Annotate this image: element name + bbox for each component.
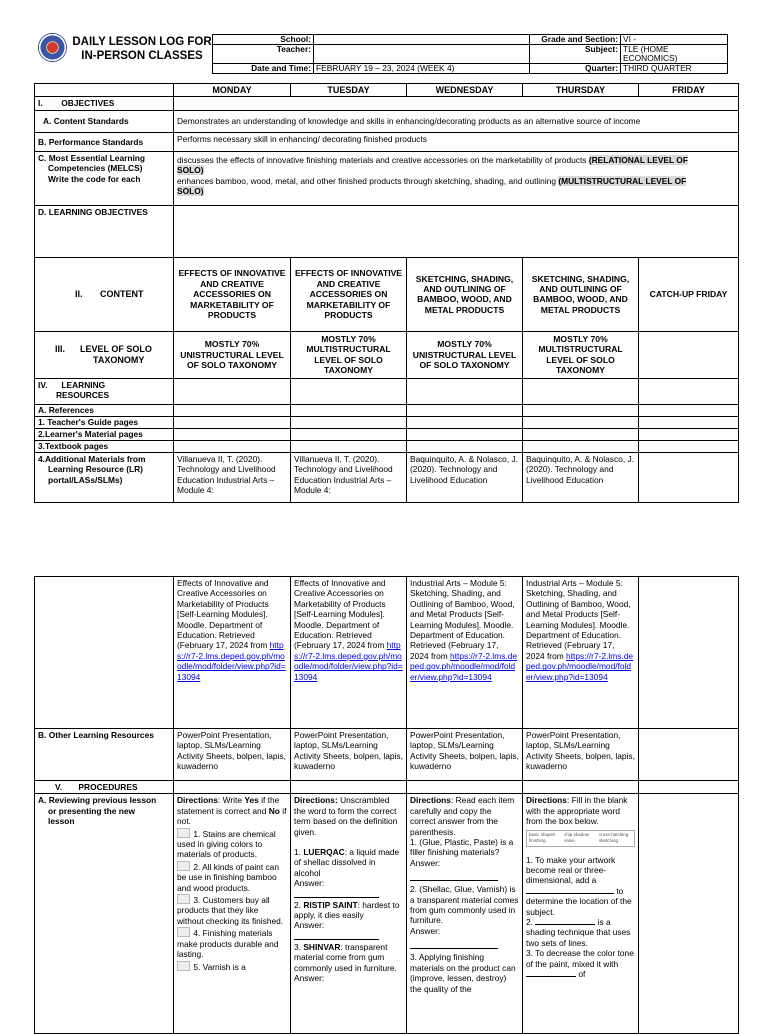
thursday-item-1 [526, 855, 635, 917]
thursday-item-2-b: is a shading technique that uses two sets of lines. [526, 917, 631, 948]
monday-no: No [268, 805, 280, 816]
procedures-label: V. PROCEDURES [35, 781, 174, 794]
content-standards-label: A. Content Standards [35, 110, 174, 132]
tuesday-item [294, 900, 403, 940]
monday-directions [177, 795, 287, 826]
monday-item-text: 5. Varnish is a [193, 961, 246, 972]
word-box-item: finishing [529, 838, 546, 844]
solo-label-line-1: III. LEVEL OF SOLO [55, 344, 152, 355]
review-wednesday [407, 794, 523, 1034]
directions-label: Directions [526, 795, 567, 806]
tuesday-item [294, 942, 403, 984]
thursday-item-3-a: 3. To decrease the color tone of the paint, mixed it with [526, 948, 634, 969]
solo-monday: MOSTLY 70% UNISTRUCTURAL LEVEL OF SOLO TAXONOMY [174, 331, 291, 378]
cell [291, 428, 407, 440]
header-info-table [212, 34, 728, 74]
answer-box[interactable] [177, 861, 190, 871]
day-tuesday: TUESDAY [291, 84, 407, 97]
wednesday-directions [410, 795, 519, 837]
additional-label-cont [35, 577, 174, 729]
quarter-value: THIRD QUARTER [621, 64, 728, 74]
cell [174, 378, 291, 404]
monday-intro-c: if not. [177, 805, 287, 827]
date-label: Date and Time: [213, 64, 314, 74]
learning-resources-label [35, 378, 174, 404]
scrambled-word: LUERQAC [303, 847, 345, 858]
cell [407, 428, 523, 440]
directions-label: Directions: [294, 795, 338, 806]
monday-item [177, 894, 287, 926]
melcs-1-text: discusses the effects of innovative finishing materials and creative accessories on the marketability of products [177, 154, 587, 165]
additional-monday-text: Effects of Innovative and Creative Accessories on Marketability of Products [Self-Learning Modules]. Moodle. Department of Education. Retrieved (February 17, 2024 from [177, 578, 269, 651]
directions-label: Directions [410, 795, 451, 806]
deped-seal-logo [38, 33, 67, 62]
cell [291, 404, 407, 416]
cell [407, 781, 523, 794]
item-number: 2. [294, 899, 304, 910]
melcs-1 [177, 155, 735, 176]
cell [639, 378, 739, 404]
moodle-link[interactable]: https://r7-2.lms.deped.gov.ph/moodle/mod/folder/view.php?id=13094 [410, 650, 518, 682]
review-label-line-3: lesson [48, 816, 75, 827]
thursday-item-3 [526, 948, 635, 979]
scrambled-word: RISTIP SAINT [303, 899, 358, 910]
scrambled-word: SHINVAR [303, 941, 341, 952]
melcs-2-text: enhances bamboo, wood, metal, and other finished products through sketching, shading, and outlining [177, 175, 556, 186]
cell [523, 404, 639, 416]
additional-thursday-text: Industrial Arts – Module 5: Sketching, Shading, and Outlining of Bamboo, Wood, and Metal Products [Self-Learning Modules]. Moodle. Department of Education. Retrieved (February 17, 2024 from [526, 578, 631, 661]
additional-thursday-p1: Baquinquito, A. & Nolasco, J. (2020). Technology and Livelihood Education [523, 452, 639, 502]
word-box-item: value [564, 838, 575, 844]
tuesday-item [294, 847, 403, 898]
review-thursday [523, 794, 639, 1034]
learning-objectives-cell [174, 205, 739, 257]
additional-monday-p1: Villanueva II, T. (2020). Technology and Livelihood Education Industrial Arts – Module 4: [174, 452, 291, 502]
other-resources-thursday: PowerPoint Presentation, laptop, SLMs/Learning Activity Sheets, bolpen, lapis, kuwaderno [523, 729, 639, 781]
monday-item [177, 861, 287, 893]
cell [174, 416, 291, 428]
melcs-label-line-2: Competencies (MELCS) [48, 163, 143, 174]
additional-thursday-p2 [523, 577, 639, 729]
fill-blank[interactable] [535, 917, 595, 925]
directions-label: Directions [177, 795, 218, 806]
cell [407, 440, 523, 452]
date-value: FEBRUARY 19 – 23, 2024 (WEEK 4) [314, 64, 530, 74]
cell [174, 404, 291, 416]
wednesday-item-3: 3. Applying finishing materials on the product can (improve, lessen, destroy) the quality of the [410, 952, 516, 994]
day-monday: MONDAY [174, 84, 291, 97]
day-thursday: THURSDAY [523, 84, 639, 97]
cell [523, 416, 639, 428]
additional-friday-p2 [639, 577, 739, 729]
grade-value: VI - [621, 35, 728, 45]
solo-tuesday: MOSTLY 70% MULTISTRUCTURAL LEVEL OF SOLO TAXONOMY [291, 331, 407, 378]
cell [291, 378, 407, 404]
content-friday: CATCH-UP FRIDAY [639, 257, 739, 331]
monday-item [177, 961, 287, 972]
content-tuesday: EFFECTS OF INNOVATIVE AND CREATIVE ACCESSORIES ON MARKETABILITY OF PRODUCTS [291, 257, 407, 331]
answer-box[interactable] [177, 828, 190, 838]
cell [291, 781, 407, 794]
wednesday-item-2: 2. (Shellac, Glue, Varnish) is a transparent material comes from gum commonly used in furniture. [410, 884, 519, 926]
teacher-value [314, 45, 530, 64]
review-label-line-2: or presenting the new [48, 805, 136, 816]
day-wednesday: WEDNESDAY [407, 84, 523, 97]
learners-material-label: 2.Learner's Material pages [35, 428, 174, 440]
other-resources-label: B. Other Learning Resources [35, 729, 174, 781]
content-wednesday: SKETCHING, SHADING, AND OUTLINING OF BAMBOO, WOOD, AND METAL PRODUCTS [407, 257, 523, 331]
fill-blank[interactable] [526, 969, 576, 977]
thursday-item-1-a: 1. To make your artwork become real or three-dimensional, add a [526, 854, 616, 886]
additional-wednesday-text: Industrial Arts – Module 5: Sketching, Shading, and Outlining of Bamboo, Wood, and Metal Products [Self-Learning Modules]. Moodle. Department of Education. Retrieved (February 17, 2024 from [410, 578, 515, 661]
other-resources-tuesday: PowerPoint Presentation, laptop, SLMs/Learning Activity Sheets, bolpen, lapis, kuwaderno [291, 729, 407, 781]
textbook-label: 3.Textbook pages [35, 440, 174, 452]
thursday-item-1-b: to determine the location of the subject. [526, 885, 632, 917]
cell [407, 378, 523, 404]
cell [407, 416, 523, 428]
cell [523, 440, 639, 452]
wednesday-intro: : Read each item carefully and copy the correct answer from the parenthesis. [410, 795, 515, 837]
review-tuesday [291, 794, 407, 1034]
learning-objectives-label: D. LEARNING OBJECTIVES [35, 205, 174, 257]
thursday-item-2-a: 2. [526, 917, 536, 928]
answer-label: Answer: [294, 878, 325, 889]
cell [639, 404, 739, 416]
cell [639, 781, 739, 794]
melcs-2-level-cont: SOLO) [177, 186, 204, 197]
word-box-item: sketching [599, 838, 619, 844]
grade-label: Grade and Section: [530, 35, 621, 45]
performance-standards: Performs necessary skill in enhancing/ decorating finished products [174, 132, 739, 151]
wednesday-item-1: 1. (Glue, Plastic, Paste) is a filler finishing materials? [410, 837, 514, 858]
cell [639, 428, 739, 440]
thursday-item-2 [526, 917, 635, 948]
cell [407, 404, 523, 416]
references-label: A. References [35, 404, 174, 416]
answer-line[interactable] [410, 868, 498, 881]
melcs-2-level: (MULTISTRUCTURAL LEVEL OF [558, 175, 687, 186]
word-box-item: basic shapes [529, 831, 556, 837]
additional-tuesday-p2 [291, 577, 407, 729]
melcs-content [174, 151, 739, 205]
review-label [35, 794, 174, 1034]
additional-monday-p2 [174, 577, 291, 729]
answer-line[interactable] [294, 889, 379, 898]
cell [523, 428, 639, 440]
melcs-1-level-cont: SOLO) [177, 165, 204, 176]
cell [639, 440, 739, 452]
melcs-2 [177, 176, 735, 197]
item-definition: : hardest to apply, it dies easily [294, 899, 400, 921]
other-resources-monday: PowerPoint Presentation, laptop, SLMs/Learning Activity Sheets, bolpen, lapis, kuwaderno [174, 729, 291, 781]
learning-resources-line-1: IV. LEARNING [38, 379, 106, 390]
moodle-link[interactable]: https://r7-2.lms.deped.gov.ph/moodle/mod/folder/view.php?id=13094 [177, 640, 286, 682]
additional-line-2: Learning Resource (LR) [48, 464, 143, 475]
cell [291, 440, 407, 452]
cell [639, 416, 739, 428]
page-title [72, 35, 212, 63]
melcs-label-line-1: C. Most Essential Learning [38, 152, 146, 163]
other-resources-friday [639, 729, 739, 781]
thursday-intro: : Fill in the blank with the appropriate word from the box below. [526, 795, 628, 827]
word-box [526, 830, 635, 847]
solo-thursday: MOSTLY 70% MULTISTRUCTURAL LEVEL OF SOLO TAXONOMY [523, 331, 639, 378]
moodle-link[interactable]: https://r7-2.lms.deped.gov.ph/moodle/mod/folder/view.php?id=13094 [294, 640, 403, 682]
cell [174, 440, 291, 452]
additional-wednesday-p2 [407, 577, 523, 729]
cell [174, 781, 291, 794]
teachers-guide-label: 1. Teacher's Guide pages [35, 416, 174, 428]
item-definition: : transparent material come from gum commonly used in furniture. [294, 941, 397, 973]
content-thursday: SKETCHING, SHADING, AND OUTLINING OF BAMBOO, WOOD, AND METAL PRODUCTS [523, 257, 639, 331]
moodle-link[interactable]: https://r7-2.lms.deped.gov.ph/moodle/mod/folder/view.php?id=13094 [526, 650, 634, 682]
additional-line-1: 4.Additional Materials from [38, 453, 146, 464]
additional-friday-p1 [639, 452, 739, 502]
answer-box[interactable] [177, 961, 190, 971]
teacher-label: Teacher: [213, 45, 314, 64]
title-line-2: IN-PERSON CLASSES [81, 50, 203, 62]
monday-item [177, 828, 287, 860]
cell [523, 378, 639, 404]
day-friday: FRIDAY [639, 84, 739, 97]
answer-label: Answer: [410, 925, 441, 936]
answer-label: Answer: [294, 973, 325, 984]
content-monday: EFFECTS OF INNOVATIVE AND CREATIVE ACCESSORIES ON MARKETABILITY OF PRODUCTS [174, 257, 291, 331]
monday-item-text: 3. Customers buy all products that they like without checking its finished. [177, 895, 284, 926]
answer-line[interactable] [294, 931, 379, 940]
content-standards: Demonstrates an understanding of knowledge and skills in enhancing/decorating products as an alternative source of income [174, 110, 739, 132]
answer-box[interactable] [177, 894, 190, 904]
learning-resources-line-2: RESOURCES [56, 390, 110, 401]
fill-blank[interactable] [526, 886, 614, 894]
answer-box[interactable] [177, 927, 190, 937]
tuesday-intro: Unscrambled the word to form the correct term based on the definition given. [294, 795, 398, 837]
tuesday-directions [294, 795, 403, 837]
content-label: II. CONTENT [35, 257, 174, 331]
thursday-directions [526, 795, 635, 826]
subject-value: TLE (HOME ECONOMICS) [621, 45, 728, 64]
cell [523, 781, 639, 794]
thursday-item-3-b: of [576, 969, 586, 980]
monday-intro-b: if the statement is correct and [177, 795, 280, 816]
melcs-label-line-3: Write the code for each [48, 173, 141, 184]
monday-intro-a: : Write [217, 795, 245, 806]
additional-line-3: portal/LASs/SLMs) [48, 474, 123, 485]
monday-item-text: 2. All kinds of paint can be use in finishing bamboo and wood products. [177, 861, 279, 893]
additional-tuesday-p1: Villanueva II, T. (2020). Technology and Livelihood Education Industrial Arts – Module 4: [291, 452, 407, 502]
solo-friday [639, 331, 739, 378]
cell [174, 428, 291, 440]
monday-yes: Yes [244, 795, 259, 806]
word-box-item: chip shadow [564, 831, 590, 837]
monday-item-text: 1. Stains are chemical used in giving colors to materials of products. [177, 828, 276, 860]
melcs-1-level: (RELATIONAL LEVEL OF [588, 154, 688, 165]
additional-tuesday-text: Effects of Innovative and Creative Accessories on Marketability of Products [Self-Learning Modules]. Moodle. Department of Education. Retrieved (February 17, 2024 from [294, 578, 386, 651]
monday-item [177, 927, 287, 959]
subject-label: Subject: [530, 45, 621, 64]
lesson-log-table [34, 83, 739, 503]
review-friday [639, 794, 739, 1034]
objectives-label: I. OBJECTIVES [35, 97, 174, 110]
lesson-log-table-continued [34, 576, 739, 1034]
title-line-1: DAILY LESSON LOG FOR [72, 36, 212, 48]
item-number: 3. [294, 941, 304, 952]
item-number: 1. [294, 847, 304, 858]
solo-wednesday: MOSTLY 70% UNISTRUCTURAL LEVEL OF SOLO TAXONOMY [407, 331, 523, 378]
corner-cell [35, 84, 174, 97]
other-resources-wednesday: PowerPoint Presentation, laptop, SLMs/Learning Activity Sheets, bolpen, lapis, kuwaderno [407, 729, 523, 781]
solo-label [35, 331, 174, 378]
item-definition: : a liquid made of shellac dissolved in alcohol [294, 847, 400, 878]
answer-line[interactable] [410, 936, 498, 949]
answer-label: Answer: [410, 857, 441, 868]
quarter-label: Quarter: [530, 64, 621, 74]
additional-materials-label [35, 452, 174, 502]
school-label: School: [213, 35, 314, 45]
review-label-line-1: A. Reviewing previous lesson [38, 795, 157, 806]
review-monday [174, 794, 291, 1034]
answer-label: Answer: [294, 920, 325, 931]
solo-label-line-2: TAXONOMY [93, 354, 145, 365]
performance-standards-label: B. Performance Standards [35, 132, 174, 151]
school-value [314, 35, 530, 45]
word-box-item: cross-hatching [599, 831, 629, 837]
monday-item-text: 4. Finishing materials make products durable and lasting. [177, 928, 279, 960]
melcs-label [35, 151, 174, 205]
cell [291, 416, 407, 428]
objectives-cell [174, 97, 739, 110]
additional-wednesday-p1: Baquinquito, A. & Nolasco, J. (2020). Technology and Livelihood Education [407, 452, 523, 502]
